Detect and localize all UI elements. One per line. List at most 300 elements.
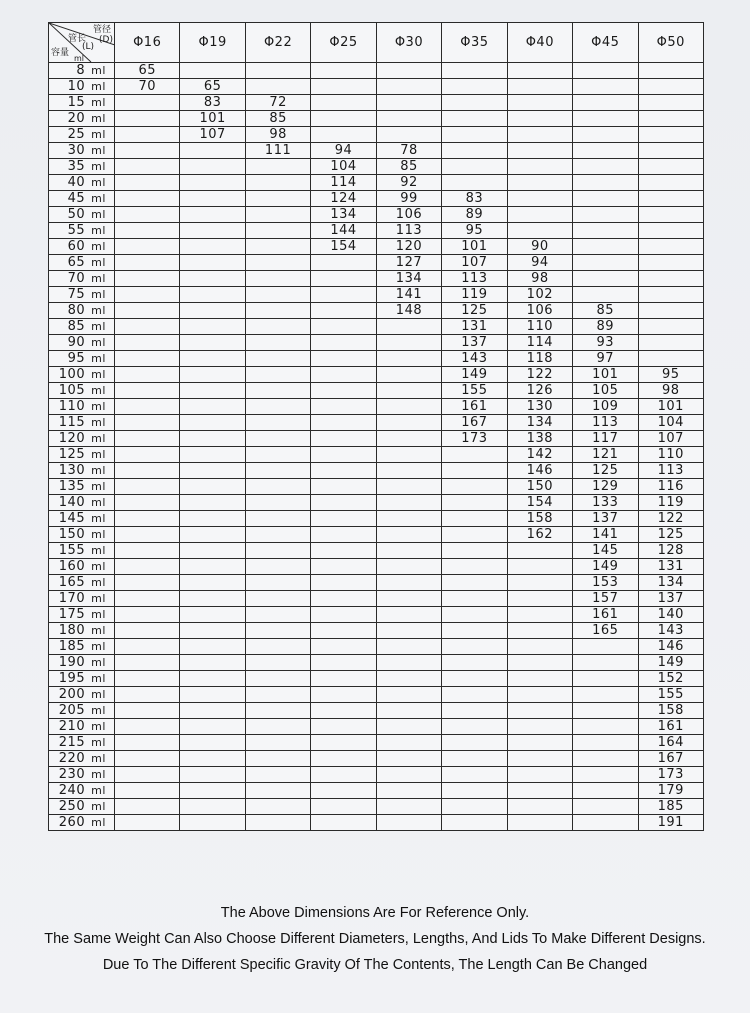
length-cell (311, 703, 376, 719)
length-cell: 164 (638, 735, 704, 751)
length-cell: 144 (311, 223, 376, 239)
capacity-value: 170 (58, 591, 86, 606)
length-cell (442, 671, 507, 687)
length-cell: 83 (180, 95, 245, 111)
capacity-value: 65 (67, 255, 86, 270)
capacity-unit: ml (91, 752, 106, 765)
length-cell (573, 111, 638, 127)
diameter-header: Φ19 (180, 23, 245, 63)
volume-unit: ml (74, 54, 85, 63)
length-cell (442, 175, 507, 191)
length-cell (115, 127, 180, 143)
length-cell (573, 143, 638, 159)
capacity-value: 165 (58, 575, 86, 590)
length-cell (115, 303, 180, 319)
length-cell (442, 495, 507, 511)
length-cell (442, 447, 507, 463)
length-cell (180, 415, 245, 431)
length-cell (115, 767, 180, 783)
length-cell (311, 255, 376, 271)
capacity-cell (49, 639, 115, 655)
length-cell: 146 (507, 463, 572, 479)
diameter-header: Φ50 (638, 23, 704, 63)
length-cell (245, 63, 310, 79)
table-row (49, 383, 704, 399)
length-cell (180, 671, 245, 687)
length-cell: 101 (573, 367, 638, 383)
length-cell: 107 (442, 255, 507, 271)
length-cell (573, 639, 638, 655)
length-cell (311, 527, 376, 543)
table-row (49, 447, 704, 463)
length-cell (245, 399, 310, 415)
length-cell (180, 735, 245, 751)
length-cell: 120 (376, 239, 441, 255)
length-cell: 104 (311, 159, 376, 175)
capacity-unit: ml (91, 624, 106, 637)
length-cell (573, 703, 638, 719)
length-cell (376, 719, 441, 735)
capacity-cell (49, 815, 115, 831)
capacity-cell (49, 383, 115, 399)
capacity-value: 215 (58, 735, 86, 750)
length-cell (311, 671, 376, 687)
length-cell (376, 735, 441, 751)
length-cell (115, 591, 180, 607)
length-cell: 117 (573, 431, 638, 447)
capacity-value: 35 (67, 159, 86, 174)
capacity-unit: ml (91, 592, 106, 605)
length-cell: 122 (507, 367, 572, 383)
volume-label: 容量 (51, 48, 70, 58)
length-cell (115, 719, 180, 735)
capacity-cell (49, 687, 115, 703)
notes (0, 900, 750, 978)
length-cell (180, 783, 245, 799)
length-cell (376, 527, 441, 543)
capacity-unit: ml (91, 176, 106, 189)
capacity-value: 40 (67, 175, 86, 190)
length-cell: 119 (442, 287, 507, 303)
capacity-unit: ml (91, 608, 106, 621)
table-row (49, 63, 704, 79)
table-row (49, 527, 704, 543)
length-cell (638, 351, 704, 367)
table-row (49, 511, 704, 527)
length-cell (245, 703, 310, 719)
length-cell (115, 751, 180, 767)
capacity-value: 15 (67, 95, 86, 110)
length-cell (245, 559, 310, 575)
capacity-unit: ml (91, 144, 106, 157)
length-cell (507, 111, 572, 127)
length-cell (245, 495, 310, 511)
length-cell (115, 191, 180, 207)
length-cell (376, 575, 441, 591)
length-cell: 125 (442, 303, 507, 319)
length-cell (507, 687, 572, 703)
length-cell (115, 335, 180, 351)
length-cell (376, 495, 441, 511)
length-cell (311, 303, 376, 319)
length-cell (442, 511, 507, 527)
capacity-value: 80 (67, 303, 86, 318)
capacity-unit: ml (91, 528, 106, 541)
capacity-cell (49, 111, 115, 127)
capacity-cell (49, 671, 115, 687)
length-cell (376, 479, 441, 495)
capacity-unit: ml (91, 336, 106, 349)
length-cell (180, 463, 245, 479)
note-line: The Same Weight Can Also Choose Different Diameters, Lengths, And Lids To Make Different Designs. (44, 931, 706, 947)
length-cell (311, 63, 376, 79)
table-row (49, 303, 704, 319)
capacity-cell (49, 287, 115, 303)
length-cell: 152 (638, 671, 704, 687)
length-cell (245, 527, 310, 543)
length-cell: 173 (442, 431, 507, 447)
length-cell: 106 (376, 207, 441, 223)
capacity-unit: ml (91, 192, 106, 205)
table-row (49, 751, 704, 767)
capacity-cell (49, 207, 115, 223)
length-cell: 78 (376, 143, 441, 159)
length-cell: 98 (638, 383, 704, 399)
table-row (49, 127, 704, 143)
table-row (49, 351, 704, 367)
length-cell (115, 351, 180, 367)
length-cell (442, 799, 507, 815)
capacity-value: 175 (58, 607, 86, 622)
diameter-header: Φ22 (245, 23, 310, 63)
length-cell (180, 143, 245, 159)
length-cell (442, 767, 507, 783)
table-row (49, 767, 704, 783)
length-cell (442, 751, 507, 767)
length-cell (638, 159, 704, 175)
capacity-cell (49, 767, 115, 783)
length-cell (376, 399, 441, 415)
length-cell (376, 815, 441, 831)
length-cell (507, 783, 572, 799)
capacity-cell (49, 463, 115, 479)
length-cell (115, 431, 180, 447)
capacity-value: 20 (67, 111, 86, 126)
length-cell: 102 (507, 287, 572, 303)
length-cell (442, 559, 507, 575)
capacity-unit: ml (91, 736, 106, 749)
length-cell (180, 399, 245, 415)
length-cell (180, 527, 245, 543)
length-cell (311, 543, 376, 559)
length-cell (507, 143, 572, 159)
table-row (49, 431, 704, 447)
length-cell (115, 399, 180, 415)
length-cell: 101 (442, 239, 507, 255)
capacity-cell (49, 351, 115, 367)
table-header-row (49, 23, 704, 63)
length-cell (442, 79, 507, 95)
length-cell (180, 63, 245, 79)
length-cell (573, 799, 638, 815)
capacity-unit: ml (91, 272, 106, 285)
table-row (49, 735, 704, 751)
table-body (49, 63, 704, 831)
capacity-cell (49, 703, 115, 719)
length-cell: 113 (376, 223, 441, 239)
length-cell (311, 559, 376, 575)
capacity-value: 230 (58, 767, 86, 782)
capacity-cell (49, 255, 115, 271)
length-cell: 173 (638, 767, 704, 783)
capacity-unit: ml (91, 384, 106, 397)
length-cell: 141 (376, 287, 441, 303)
capacity-value: 70 (67, 271, 86, 286)
length-cell (507, 159, 572, 175)
table-row (49, 783, 704, 799)
length-cell (180, 751, 245, 767)
length-cell (573, 191, 638, 207)
capacity-value: 185 (58, 639, 86, 654)
length-cell (180, 223, 245, 239)
capacity-cell (49, 543, 115, 559)
length-cell (245, 335, 310, 351)
length-cell (507, 655, 572, 671)
length-cell (311, 111, 376, 127)
length-cell: 167 (442, 415, 507, 431)
length-cell: 65 (180, 79, 245, 95)
length-cell: 106 (507, 303, 572, 319)
capacity-value: 145 (58, 511, 86, 526)
length-cell (507, 559, 572, 575)
capacity-unit: ml (91, 224, 106, 237)
length-cell (180, 607, 245, 623)
capacity-unit: ml (91, 208, 106, 221)
length-cell (311, 479, 376, 495)
length-cell (311, 799, 376, 815)
length-cell: 161 (573, 607, 638, 623)
length-cell (638, 255, 704, 271)
table-row (49, 479, 704, 495)
length-cell: 107 (180, 127, 245, 143)
length-cell (245, 255, 310, 271)
capacity-unit: ml (91, 688, 106, 701)
length-cell: 137 (638, 591, 704, 607)
length-cell (442, 719, 507, 735)
length-cell (180, 351, 245, 367)
capacity-value: 140 (58, 495, 86, 510)
length-cell (180, 703, 245, 719)
length-cell (638, 239, 704, 255)
capacity-value: 125 (58, 447, 86, 462)
table-row (49, 335, 704, 351)
length-cell: 149 (442, 367, 507, 383)
note-line: The Above Dimensions Are For Reference Only. (220, 905, 530, 921)
length-cell: 161 (638, 719, 704, 735)
length-cell (115, 735, 180, 751)
length-cell: 92 (376, 175, 441, 191)
length-cell (442, 815, 507, 831)
length-cell (245, 671, 310, 687)
capacity-value: 190 (58, 655, 86, 670)
length-cell (115, 799, 180, 815)
length-cell (115, 175, 180, 191)
length-cell (311, 415, 376, 431)
table-row (49, 191, 704, 207)
length-cell (442, 575, 507, 591)
length-cell (245, 351, 310, 367)
length-cell: 138 (507, 431, 572, 447)
capacity-value: 30 (67, 143, 86, 158)
length-cell (442, 607, 507, 623)
capacity-unit: ml (91, 400, 106, 413)
capacity-cell (49, 367, 115, 383)
length-cell: 83 (442, 191, 507, 207)
capacity-value: 155 (58, 543, 86, 558)
length-cell (245, 687, 310, 703)
capacity-unit: ml (91, 80, 106, 93)
length-cell: 155 (442, 383, 507, 399)
table-row (49, 271, 704, 287)
length-cell (245, 607, 310, 623)
capacity-unit: ml (91, 368, 106, 381)
length-cell: 126 (507, 383, 572, 399)
capacity-value: 75 (67, 287, 86, 302)
length-cell (245, 367, 310, 383)
capacity-cell (49, 271, 115, 287)
length-cell (245, 447, 310, 463)
length-cell (245, 479, 310, 495)
capacity-value: 100 (58, 367, 86, 382)
length-cell (311, 735, 376, 751)
length-cell (376, 335, 441, 351)
capacity-unit: ml (91, 768, 106, 781)
length-cell (442, 735, 507, 751)
table-row (49, 399, 704, 415)
length-cell (638, 207, 704, 223)
table-row (49, 575, 704, 591)
length-cell (376, 111, 441, 127)
length-cell: 113 (442, 271, 507, 287)
length-cell (311, 687, 376, 703)
length-cell (180, 623, 245, 639)
capacity-value: 200 (58, 687, 86, 702)
length-cell (573, 655, 638, 671)
length-cell (115, 95, 180, 111)
length-cell (245, 207, 310, 223)
length-cell (115, 159, 180, 175)
length-cell (573, 751, 638, 767)
length-cell (180, 175, 245, 191)
length-cell: 134 (311, 207, 376, 223)
length-cell: 98 (245, 127, 310, 143)
capacity-cell (49, 783, 115, 799)
length-cell: 150 (507, 479, 572, 495)
length-cell (311, 815, 376, 831)
length-cell (115, 271, 180, 287)
length-cell (180, 655, 245, 671)
length-cell (180, 511, 245, 527)
length-cell: 110 (638, 447, 704, 463)
length-cell: 130 (507, 399, 572, 415)
length-cell (311, 767, 376, 783)
capacity-unit: ml (91, 640, 106, 653)
length-cell (507, 543, 572, 559)
capacity-unit: ml (91, 512, 106, 525)
length-cell (311, 639, 376, 655)
table-row (49, 255, 704, 271)
length-cell (573, 223, 638, 239)
length-cell (507, 79, 572, 95)
length-cell (180, 687, 245, 703)
length-cell: 90 (507, 239, 572, 255)
length-cell: 137 (573, 511, 638, 527)
capacity-unit: ml (91, 112, 106, 125)
capacity-cell (49, 591, 115, 607)
table-row (49, 175, 704, 191)
length-cell: 141 (573, 527, 638, 543)
length-cell (311, 623, 376, 639)
capacity-cell (49, 95, 115, 111)
length-cell (311, 511, 376, 527)
length-cell: 165 (573, 623, 638, 639)
length-cell (376, 767, 441, 783)
length-cell (376, 543, 441, 559)
length-cell (115, 143, 180, 159)
length-cell (245, 175, 310, 191)
length-cell (245, 431, 310, 447)
length-cell (180, 239, 245, 255)
length-cell (245, 319, 310, 335)
capacity-value: 55 (67, 223, 86, 238)
capacity-value: 240 (58, 783, 86, 798)
length-cell: 105 (573, 383, 638, 399)
length-cell (376, 511, 441, 527)
length-cell (311, 319, 376, 335)
length-cell (180, 255, 245, 271)
tube-size-table (48, 22, 704, 831)
length-cell (245, 799, 310, 815)
table-row (49, 95, 704, 111)
length-cell: 129 (573, 479, 638, 495)
length-cell (180, 271, 245, 287)
length-cell (442, 543, 507, 559)
length-cell (115, 607, 180, 623)
length-cell (311, 431, 376, 447)
length-cell (376, 383, 441, 399)
length-cell (507, 751, 572, 767)
capacity-value: 110 (58, 399, 86, 414)
length-cell: 140 (638, 607, 704, 623)
length-cell (376, 671, 441, 687)
table-row (49, 607, 704, 623)
capacity-value: 50 (67, 207, 86, 222)
length-label: 管长 (68, 34, 87, 44)
table-row (49, 207, 704, 223)
length-cell: 137 (442, 335, 507, 351)
length-cell (245, 815, 310, 831)
table-row (49, 639, 704, 655)
capacity-value: 95 (67, 351, 86, 366)
length-cell (311, 463, 376, 479)
length-cell (376, 447, 441, 463)
length-cell (573, 239, 638, 255)
length-cell (115, 463, 180, 479)
length-cell: 94 (507, 255, 572, 271)
length-cell (573, 719, 638, 735)
length-cell (573, 783, 638, 799)
length-cell (115, 815, 180, 831)
